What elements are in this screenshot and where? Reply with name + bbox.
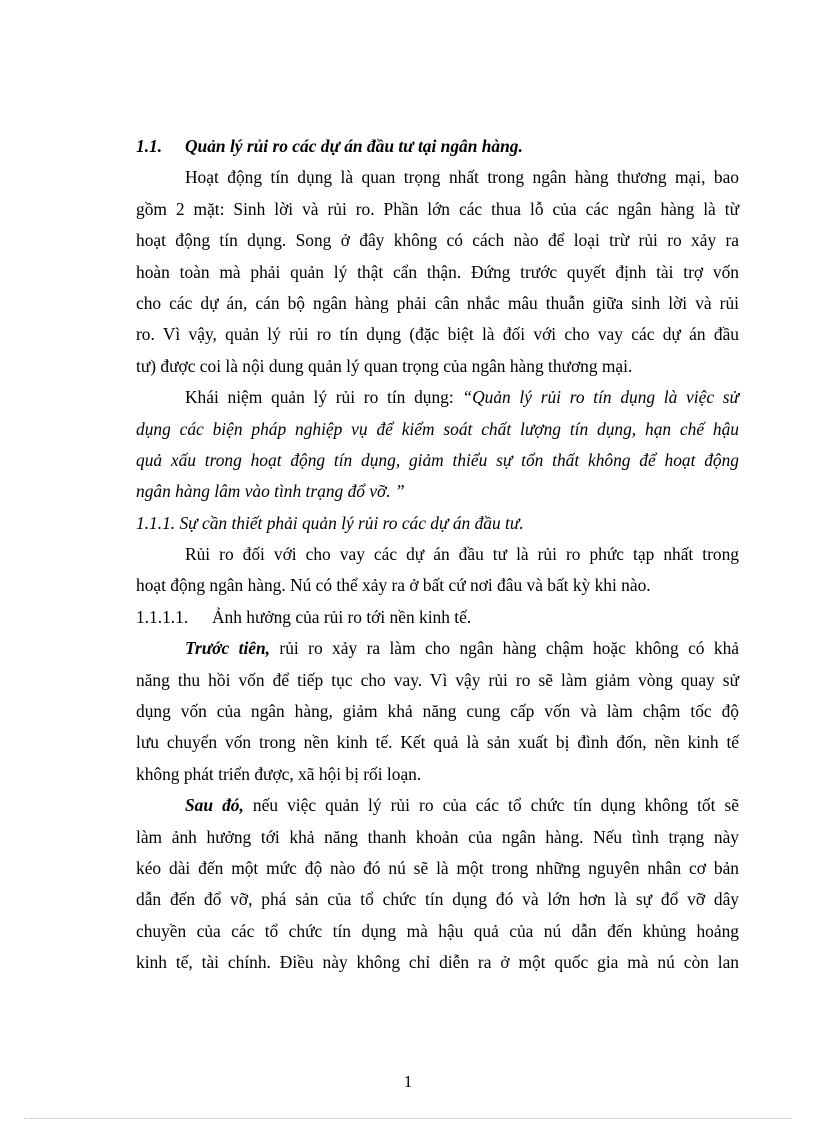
- subsection-heading: 1.1.1. Sự cần thiết phải quản lý rủi ro các dự án đầu tư.: [136, 512, 524, 533]
- paragraph-line: kéo dài đến một mức độ nào đó nú sẽ là một trong những nguyên nhân cơ bản: [136, 857, 739, 878]
- subsubsection-heading: [136, 602, 739, 633]
- paragraph-line: làm ảnh hưởng tới khả năng thanh khoản của ngân hàng. Nếu tình trạng này: [136, 826, 739, 847]
- paragraph-text: rủi ro xảy ra làm cho ngân hàng chậm hoặc không có khả: [270, 638, 739, 659]
- paragraph-line: tư) được coi là nội dung quản lý quan trọng của ngân hàng thương mại.: [136, 355, 633, 376]
- emphasis-lead: Trước tiên,: [185, 638, 271, 659]
- emphasis-lead: Sau đó,: [185, 795, 244, 816]
- concept-quote-line: dụng các biện pháp nghiệp vụ để kiểm soát chất lượng tín dụng, hạn chế hậu: [136, 418, 739, 439]
- document-body: [136, 131, 739, 979]
- concept-lead: Khái niệm quản lý rủi ro tín dụng:: [185, 387, 463, 408]
- paragraph-line: hoàn toàn mà phải quản lý thật cẩn thận. Đứng trước quyết định tài trợ vốn: [136, 261, 739, 282]
- paragraph-line: cho các dự án, cán bộ ngân hàng phải cân nhắc mâu thuẫn giữa sinh lời và rủi: [136, 292, 739, 313]
- concept-quote: “Quản lý rủi ro tín dụng là việc sử: [462, 387, 740, 408]
- section-heading: [136, 131, 739, 162]
- subsubsection-title: Ảnh hưởng của rủi ro tới nền kinh tế.: [212, 606, 472, 627]
- paragraph-line: gồm 2 mặt: Sinh lời và rủi ro. Phần lớn các thua lỗ của các ngân hàng là từ: [136, 198, 739, 219]
- paragraph-line: dẫn đến đổ vỡ, phá sản của tổ chức tín dụng đó và lớn hơn là sự đổ vỡ dây: [136, 889, 739, 910]
- section-number: 1.1.: [136, 136, 163, 156]
- paragraph-line: năng thu hồi vốn để tiếp tục cho vay. Vì vậy rủi ro sẽ làm giảm vòng quay sử: [136, 669, 739, 690]
- paragraph-text: nếu việc quản lý rủi ro của các tổ chức tín dụng không tốt sẽ: [243, 795, 740, 816]
- paragraph-line: ro. Vì vậy, quản lý rủi ro tín dụng (đặc biệt là đối với cho vay các dự án đầu: [136, 324, 739, 345]
- paragraph-line: không phát triển được, xã hội bị rối loạn.: [136, 763, 422, 784]
- section-title: Quản lý rủi ro các dự án đầu tư tại ngân hàng.: [185, 136, 523, 156]
- paragraph-line: lưu chuyển vốn trong nền kinh tế. Kết quả là sản xuất bị đình đốn, nền kinh tế: [136, 732, 739, 753]
- paragraph-line: Rủi ro đối với cho vay các dự án đầu tư là rủi ro phức tạp nhất trong: [185, 544, 739, 565]
- paragraph-line: [136, 633, 739, 664]
- paragraph-line: chuyền của các tổ chức tín dụng mà hậu quả của nú dẫn đến khủng hoảng: [136, 920, 739, 941]
- paragraph-line: hoạt động tín dụng. Song ở đây không có cách nào để loại trừ rủi ro xảy ra: [136, 230, 739, 251]
- paragraph-line: Hoạt động tín dụng là quan trọng nhất trong ngân hàng thương mại, bao: [185, 167, 739, 188]
- subsubsection-number: 1.1.1.1.: [136, 606, 189, 627]
- page-bottom-divider: [24, 1118, 792, 1119]
- paragraph-line: kinh tế, tài chính. Điều này không chỉ diễn ra ở một quốc gia mà nú còn lan: [136, 952, 739, 973]
- concept-line: [136, 382, 739, 413]
- paragraph-line: [136, 790, 739, 821]
- concept-quote-line: quả xấu trong hoạt động tín dụng, giảm thiểu sự tổn thất không để hoạt động: [136, 449, 739, 470]
- concept-quote-line: ngân hàng lâm vào tình trạng đổ vỡ. ”: [136, 481, 405, 502]
- paragraph-line: dụng vốn của ngân hàng, giảm khả năng cung cấp vốn và làm chậm tốc độ: [136, 701, 739, 722]
- page-number: 1: [403, 1072, 413, 1091]
- paragraph-line: hoạt động ngân hàng. Nú có thể xảy ra ở bất cứ nơi đâu và bất kỳ khi nào.: [136, 575, 651, 596]
